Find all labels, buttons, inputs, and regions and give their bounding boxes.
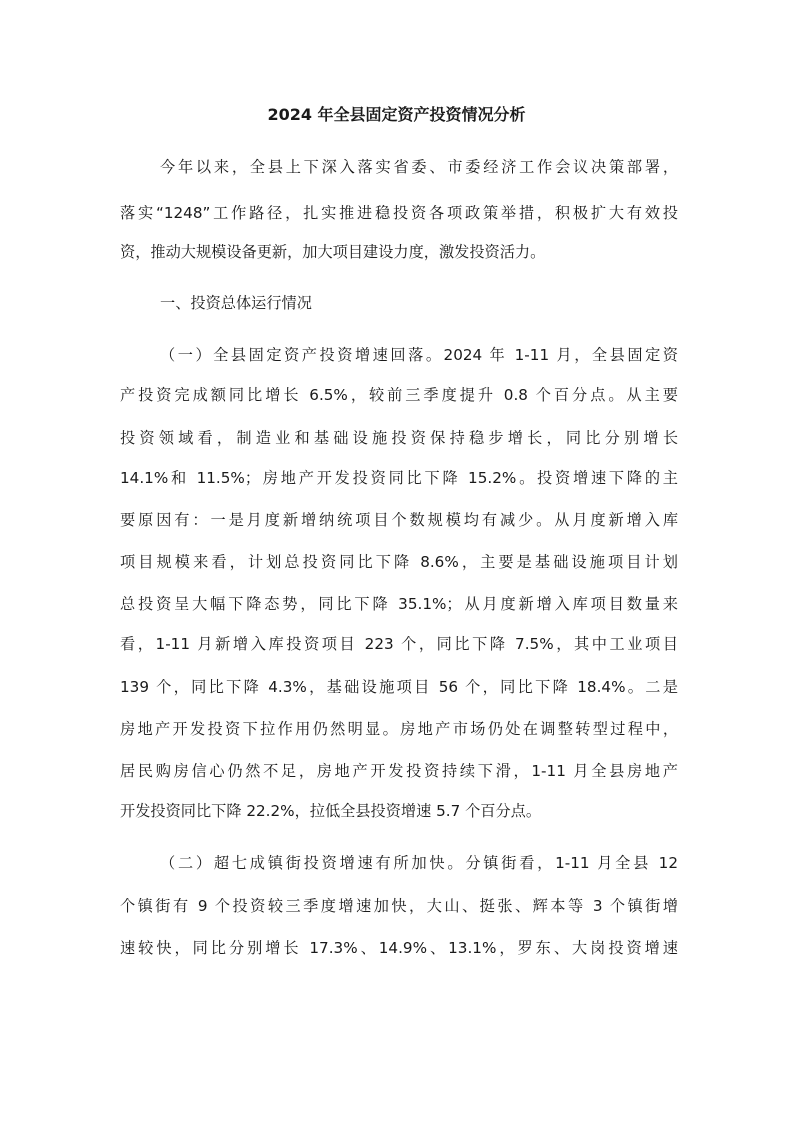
paragraph-3-line-12 [0,799,793,823]
paragraph-3-line-7 [0,592,793,616]
paragraph-text: 居民购房信心仍然不足，房地产开发投资持续下滑，1-11 月全县房地产 [120,762,678,780]
section-heading-text: 一、投资总体运行情况 [160,294,312,312]
paragraph-3-line-4 [0,466,793,490]
paragraph-3-line-9 [0,675,793,699]
paragraph-text: （二）超七成镇街投资增速有所加快。分镇街看，1-11 月全县 12 [160,854,678,872]
paragraph-3-line-3 [0,426,793,450]
paragraph-3-line-2 [0,383,793,407]
paragraph-text: 14.1%和 11.5%；房地产开发投资同比下降 15.2%。投资增速下降的主 [120,469,678,487]
paragraph-text: 产投资完成额同比增长 6.5%，较前三季度提升 0.8 个百分点。从主要 [120,386,678,404]
paragraph-text: 资，推动大规模设备更新，加大项目建设力度，激发投资活力。 [120,243,546,261]
paragraph-1-line-3 [0,240,793,264]
section-heading [0,291,793,315]
paragraph-text: 项目规模来看，计划总投资同比下降 8.6%，主要是基础设施项目计划 [120,553,678,571]
paragraph-text: 房地产开发投资下拉作用仍然明显。房地产市场仍处在调整转型过程中， [120,720,678,738]
paragraph-text: 个镇街有 9 个投资较三季度增速加快，大山、挺张、辉本等 3 个镇街增 [120,897,678,915]
paragraph-text: 速较快，同比分别增长 17.3%、14.9%、13.1%，罗东、大岗投资增速 [120,939,678,957]
paragraph-3-line-6 [0,550,793,574]
paragraph-3-line-11 [0,759,793,783]
paragraph-text: 总投资呈大幅下降态势，同比下降 35.1%；从月度新增入库项目数量来 [120,595,678,613]
paragraph-4-line-1 [0,851,793,875]
paragraph-3-line-5 [0,508,793,532]
paragraph-text: 139 个，同比下降 4.3%，基础设施项目 56 个，同比下降 18.4%。二是 [120,678,678,696]
paragraph-4-line-3 [0,936,793,960]
paragraph-text: （一）全县固定资产投资增速回落。2024 年 1-11 月，全县固定资 [160,346,678,364]
paragraph-3-line-1 [0,343,793,367]
paragraph-1-line-1 [0,155,793,179]
paragraph-3-line-8 [0,632,793,656]
paragraph-text: 落实“1248”工作路径，扎实推进稳投资各项政策举措，积极扩大有效投 [120,204,678,222]
paragraph-text: 今年以来，全县上下深入落实省委、市委经济工作会议决策部署， [160,158,678,176]
paragraph-text: 投资领域看，制造业和基础设施投资保持稳步增长，同比分别增长 [120,429,678,447]
paragraph-1-line-2 [0,201,793,225]
paragraph-3-line-10 [0,717,793,741]
paragraph-4-line-2 [0,894,793,918]
document-title: 2024 年全县固定资产投资情况分析 [267,105,526,124]
paragraph-text: 开发投资同比下降 22.2%，拉低全县投资增速 5.7 个百分点。 [120,802,542,820]
paragraph-text: 看，1-11 月新增入库投资项目 223 个，同比下降 7.5%，其中工业项目 [120,635,678,653]
paragraph-text: 要原因有：一是月度新增纳统项目个数规模均有减少。从月度新增入库 [120,511,678,529]
